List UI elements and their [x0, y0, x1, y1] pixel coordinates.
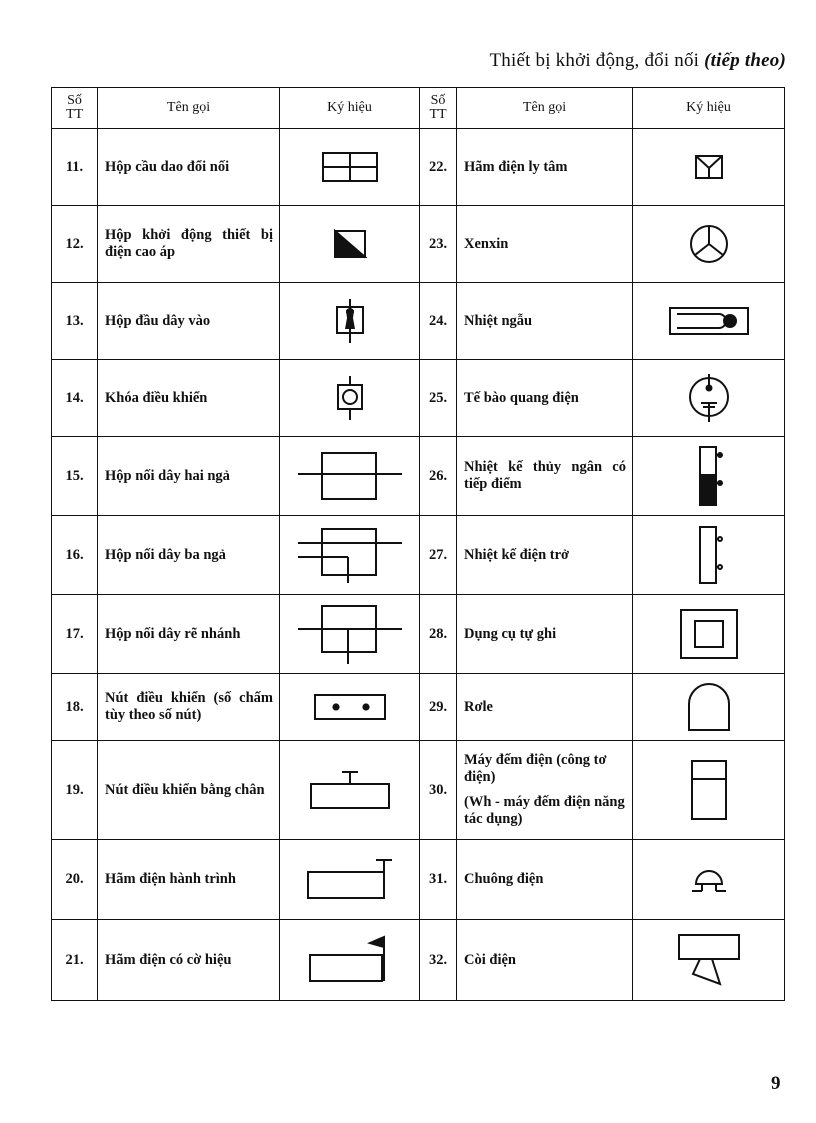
- page-title: [490, 50, 787, 72]
- row-name: Chuông điện: [457, 840, 633, 920]
- row-number: 32.: [420, 920, 457, 1001]
- row-name: Xenxin: [457, 206, 633, 283]
- electric-horn-icon: [676, 932, 742, 988]
- row-number: 15.: [52, 437, 98, 516]
- table-row: [52, 360, 785, 437]
- row-name: Tế bào quang điện: [457, 360, 633, 437]
- table-row: [52, 129, 785, 206]
- row-number: 23.: [420, 206, 457, 283]
- recording-instrument-icon: [678, 607, 740, 661]
- control-button-icon: [312, 692, 388, 722]
- thermocouple-icon: [667, 304, 751, 338]
- resistance-thermometer-icon: [694, 525, 724, 585]
- row-name: Dụng cụ tự ghi: [457, 595, 633, 674]
- row-name: Hãm điện hành trình: [98, 840, 280, 920]
- row-name: Hộp cầu dao đổi nối: [98, 129, 280, 206]
- table-row: [52, 516, 785, 595]
- selsyn-icon: [688, 223, 730, 265]
- title-main: Thiết bị khởi động, đổi nối: [489, 50, 700, 71]
- row-number: 31.: [420, 840, 457, 920]
- row-name: Hộp nối dây ba ngả: [98, 516, 280, 595]
- foot-control-button-icon: [308, 770, 392, 810]
- table-row: [52, 437, 785, 516]
- hv-starter-box-icon: [333, 229, 367, 259]
- relay-icon: [686, 682, 732, 732]
- row-name: Nút điều khiển bằng chân: [98, 741, 280, 840]
- table-row: [52, 741, 785, 840]
- header-name: Tên gọi: [457, 88, 633, 129]
- row-number: 22.: [420, 129, 457, 206]
- limit-switch-icon: [304, 858, 396, 902]
- row-name: Còi điện: [457, 920, 633, 1001]
- row-number: 24.: [420, 283, 457, 360]
- row-number: 11.: [52, 129, 98, 206]
- table-row: [52, 674, 785, 741]
- row-name: Nhiệt ngẫu: [457, 283, 633, 360]
- inlet-terminal-box-icon: [333, 298, 367, 344]
- row-number: 30.: [420, 741, 457, 840]
- row-name: Hộp đầu dây vào: [98, 283, 280, 360]
- table-row: [52, 595, 785, 674]
- flag-limit-switch-icon: [304, 935, 396, 985]
- row-number: 12.: [52, 206, 98, 283]
- control-lock-icon: [333, 375, 367, 421]
- row-name: [457, 741, 633, 840]
- row-name: Rơle: [457, 674, 633, 741]
- row-number: 21.: [52, 920, 98, 1001]
- table-header: [52, 88, 785, 129]
- title-continued: (tiếp theo): [704, 50, 786, 71]
- row-name: Nhiệt kế điện trở: [457, 516, 633, 595]
- page-number: 9: [771, 1073, 781, 1094]
- row-number: 13.: [52, 283, 98, 360]
- row-number: 29.: [420, 674, 457, 741]
- energy-meter-icon: [689, 759, 729, 821]
- table-row: [52, 283, 785, 360]
- header-symbol: Ký hiệu: [280, 88, 420, 129]
- mercury-thermometer-icon: [694, 445, 724, 507]
- row-number: 14.: [52, 360, 98, 437]
- row-name: Hộp nối dây hai ngả: [98, 437, 280, 516]
- row-name: Khóa điều khiển: [98, 360, 280, 437]
- row-number: 17.: [52, 595, 98, 674]
- row-name: Nhiệt kế thủy ngân có tiếp điểm: [457, 437, 633, 516]
- row-number: 26.: [420, 437, 457, 516]
- row-name: Hộp nối dây rẽ nhánh: [98, 595, 280, 674]
- header-symbol: Ký hiệu: [633, 88, 785, 129]
- row-number: 20.: [52, 840, 98, 920]
- row-name: Hãm điện có cờ hiệu: [98, 920, 280, 1001]
- row-number: 19.: [52, 741, 98, 840]
- switch-box-icon: [320, 150, 380, 184]
- row-name: Nút điều khiển (số chấm tùy theo số nút): [98, 674, 280, 741]
- electric-bell-icon: [684, 865, 734, 895]
- centrifugal-switch-icon: [694, 154, 724, 180]
- row-number: 18.: [52, 674, 98, 741]
- row-number: 27.: [420, 516, 457, 595]
- two-way-junction-box-icon: [296, 448, 404, 504]
- header-name: Tên gọi: [98, 88, 280, 129]
- row-number: 25.: [420, 360, 457, 437]
- symbol-table: [51, 87, 785, 1001]
- row-name-line2: (Wh - máy đếm điện năng tác dụng): [464, 794, 625, 827]
- row-name-line1: Máy đếm điện (công tơ điện): [464, 752, 607, 785]
- header-no: Số TT: [52, 88, 98, 129]
- row-number: 16.: [52, 516, 98, 595]
- row-number: 28.: [420, 595, 457, 674]
- table-row: [52, 920, 785, 1001]
- photocell-icon: [686, 373, 732, 423]
- table-row: [52, 206, 785, 283]
- branch-junction-box-icon: [296, 602, 404, 666]
- header-no: Số TT: [420, 88, 457, 129]
- row-name: Hộp khởi động thiết bị điện cao áp: [98, 206, 280, 283]
- row-name: Hãm điện ly tâm: [457, 129, 633, 206]
- three-way-junction-box-icon: [296, 525, 404, 585]
- table-row: [52, 840, 785, 920]
